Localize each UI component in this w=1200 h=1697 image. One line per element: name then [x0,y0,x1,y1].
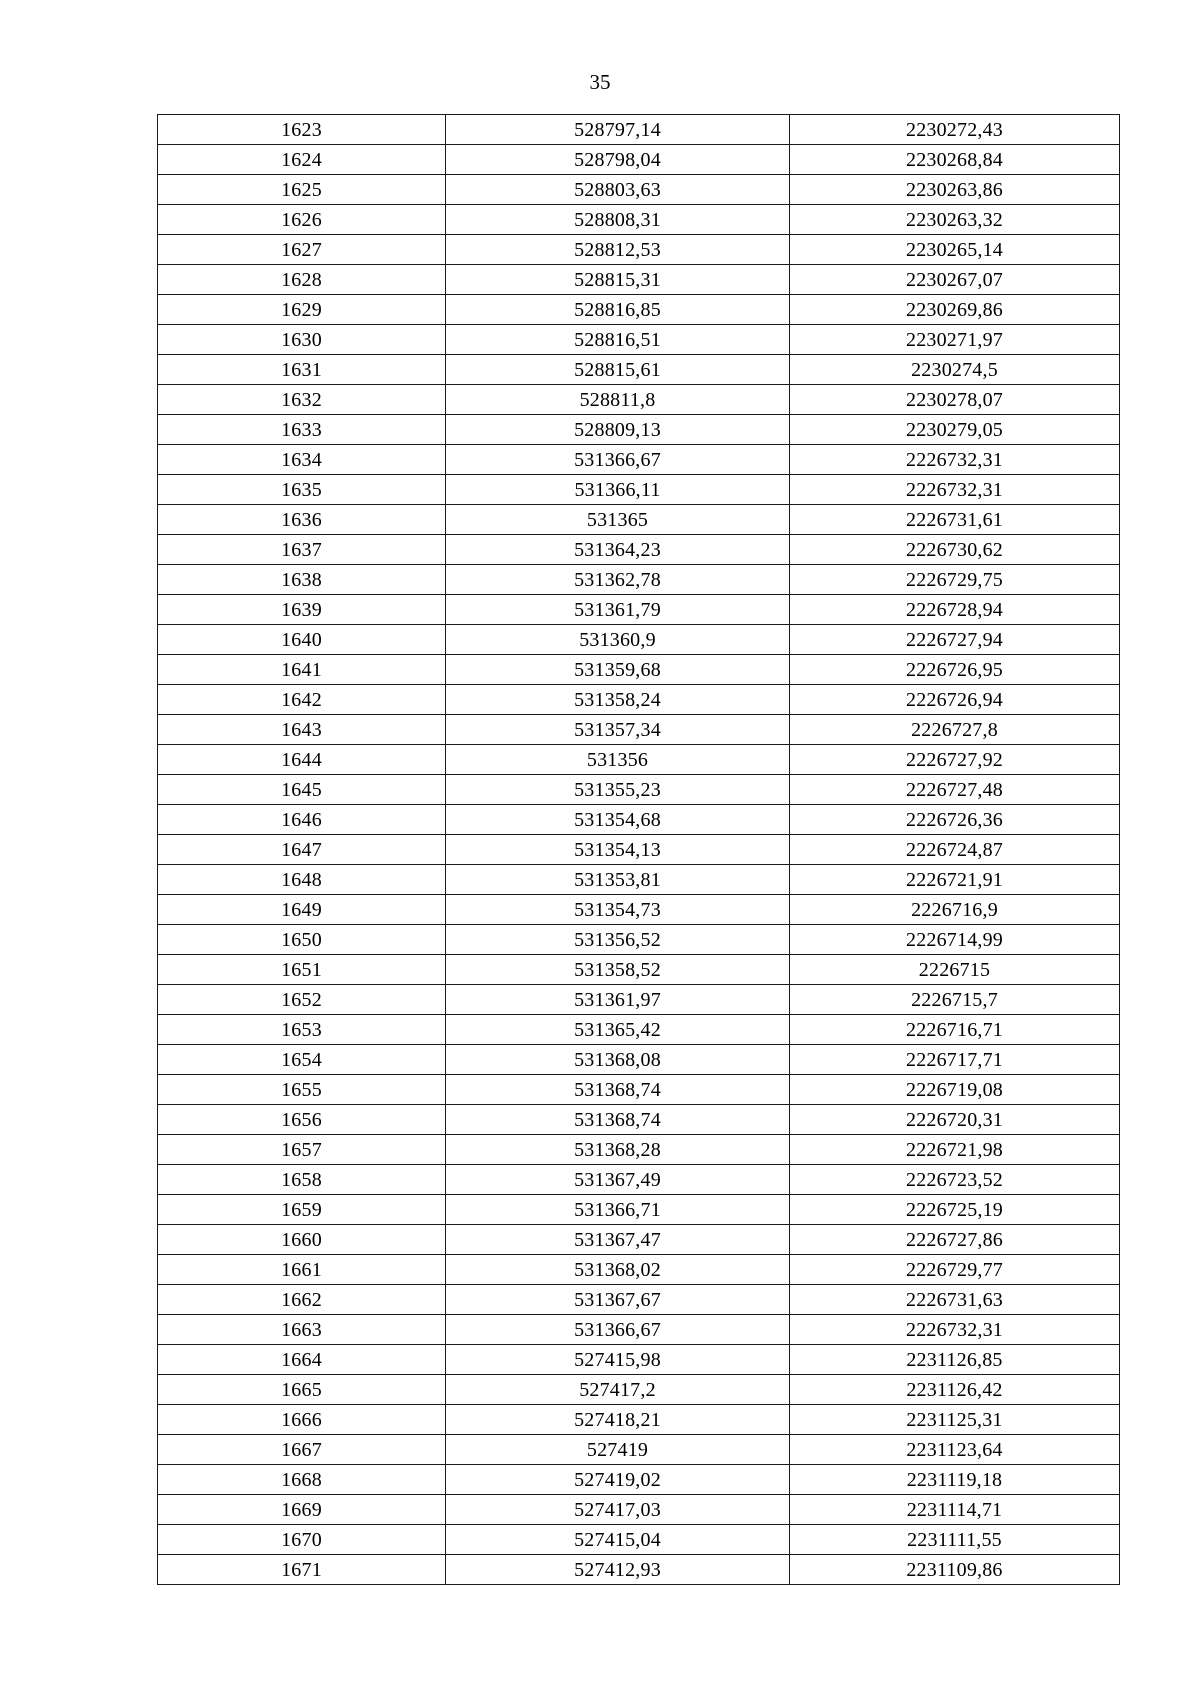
y-coordinate-cell: 2231111,55 [790,1525,1120,1555]
y-coordinate-cell: 2231126,85 [790,1345,1120,1375]
point-number-cell: 1648 [158,865,446,895]
x-coordinate-cell: 531365 [446,505,790,535]
table-row [158,1375,1120,1405]
y-coordinate-cell: 2231125,31 [790,1405,1120,1435]
x-coordinate-cell: 528798,04 [446,145,790,175]
table-row [158,235,1120,265]
x-coordinate-cell: 531366,67 [446,445,790,475]
y-coordinate-cell: 2226721,98 [790,1135,1120,1165]
x-coordinate-cell: 531354,13 [446,835,790,865]
x-coordinate-cell: 527417,2 [446,1375,790,1405]
y-coordinate-cell: 2230263,32 [790,205,1120,235]
point-number-cell: 1671 [158,1555,446,1585]
table-row [158,145,1120,175]
x-coordinate-cell: 531358,52 [446,955,790,985]
table-row [158,1315,1120,1345]
y-coordinate-cell: 2226726,94 [790,685,1120,715]
table-row [158,325,1120,355]
point-number-cell: 1669 [158,1495,446,1525]
x-coordinate-cell: 527419,02 [446,1465,790,1495]
table-row [158,955,1120,985]
y-coordinate-cell: 2231109,86 [790,1555,1120,1585]
y-coordinate-cell: 2226727,86 [790,1225,1120,1255]
point-number-cell: 1644 [158,745,446,775]
y-coordinate-cell: 2230268,84 [790,145,1120,175]
table-row [158,385,1120,415]
x-coordinate-cell: 528811,8 [446,385,790,415]
x-coordinate-cell: 531368,02 [446,1255,790,1285]
table-row [158,565,1120,595]
table-row [158,1225,1120,1255]
y-coordinate-cell: 2226724,87 [790,835,1120,865]
y-coordinate-cell: 2226716,9 [790,895,1120,925]
point-number-cell: 1651 [158,955,446,985]
point-number-cell: 1626 [158,205,446,235]
y-coordinate-cell: 2230279,05 [790,415,1120,445]
table-row [158,865,1120,895]
point-number-cell: 1670 [158,1525,446,1555]
point-number-cell: 1625 [158,175,446,205]
point-number-cell: 1664 [158,1345,446,1375]
point-number-cell: 1663 [158,1315,446,1345]
table-row [158,1255,1120,1285]
point-number-cell: 1641 [158,655,446,685]
y-coordinate-cell: 2226726,95 [790,655,1120,685]
point-number-cell: 1654 [158,1045,446,1075]
table-row [158,805,1120,835]
table-row [158,1045,1120,1075]
x-coordinate-cell: 531366,71 [446,1195,790,1225]
point-number-cell: 1636 [158,505,446,535]
x-coordinate-cell: 531356 [446,745,790,775]
y-coordinate-cell: 2231123,64 [790,1435,1120,1465]
x-coordinate-cell: 527418,21 [446,1405,790,1435]
y-coordinate-cell: 2226715 [790,955,1120,985]
table-row [158,985,1120,1015]
y-coordinate-cell: 2226727,48 [790,775,1120,805]
y-coordinate-cell: 2230272,43 [790,115,1120,145]
point-number-cell: 1667 [158,1435,446,1465]
y-coordinate-cell: 2226727,94 [790,625,1120,655]
point-number-cell: 1623 [158,115,446,145]
x-coordinate-cell: 531354,73 [446,895,790,925]
y-coordinate-cell: 2230263,86 [790,175,1120,205]
table-row [158,1195,1120,1225]
x-coordinate-cell: 527415,98 [446,1345,790,1375]
x-coordinate-cell: 531360,9 [446,625,790,655]
x-coordinate-cell: 531361,97 [446,985,790,1015]
table-row [158,1435,1120,1465]
x-coordinate-cell: 531366,67 [446,1315,790,1345]
y-coordinate-cell: 2226732,31 [790,1315,1120,1345]
y-coordinate-cell: 2226731,63 [790,1285,1120,1315]
x-coordinate-cell: 528815,31 [446,265,790,295]
table-row [158,355,1120,385]
table-row [158,415,1120,445]
x-coordinate-cell: 531367,67 [446,1285,790,1315]
x-coordinate-cell: 528816,85 [446,295,790,325]
y-coordinate-cell: 2231126,42 [790,1375,1120,1405]
y-coordinate-cell: 2226727,92 [790,745,1120,775]
table-row [158,1165,1120,1195]
x-coordinate-cell: 531355,23 [446,775,790,805]
y-coordinate-cell: 2226715,7 [790,985,1120,1015]
point-number-cell: 1656 [158,1105,446,1135]
x-coordinate-cell: 531354,68 [446,805,790,835]
point-number-cell: 1666 [158,1405,446,1435]
table-row [158,175,1120,205]
table-row [158,1345,1120,1375]
point-number-cell: 1624 [158,145,446,175]
y-coordinate-cell: 2226727,8 [790,715,1120,745]
y-coordinate-cell: 2230274,5 [790,355,1120,385]
y-coordinate-cell: 2226720,31 [790,1105,1120,1135]
x-coordinate-cell: 531358,24 [446,685,790,715]
table-row [158,205,1120,235]
point-number-cell: 1634 [158,445,446,475]
point-number-cell: 1658 [158,1165,446,1195]
point-number-cell: 1662 [158,1285,446,1315]
point-number-cell: 1657 [158,1135,446,1165]
point-number-cell: 1640 [158,625,446,655]
point-number-cell: 1629 [158,295,446,325]
point-number-cell: 1638 [158,565,446,595]
table-row [158,1555,1120,1585]
point-number-cell: 1647 [158,835,446,865]
x-coordinate-cell: 527415,04 [446,1525,790,1555]
x-coordinate-cell: 528803,63 [446,175,790,205]
y-coordinate-cell: 2231114,71 [790,1495,1120,1525]
x-coordinate-cell: 531364,23 [446,535,790,565]
table-row [158,715,1120,745]
y-coordinate-cell: 2226723,52 [790,1165,1120,1195]
point-number-cell: 1639 [158,595,446,625]
y-coordinate-cell: 2231119,18 [790,1465,1120,1495]
table-row [158,775,1120,805]
table-row [158,1135,1120,1165]
x-coordinate-cell: 531368,74 [446,1105,790,1135]
x-coordinate-cell: 531357,34 [446,715,790,745]
table-row [158,745,1120,775]
x-coordinate-cell: 528808,31 [446,205,790,235]
table-row [158,505,1120,535]
y-coordinate-cell: 2230278,07 [790,385,1120,415]
point-number-cell: 1628 [158,265,446,295]
table-row [158,1015,1120,1045]
point-number-cell: 1633 [158,415,446,445]
y-coordinate-cell: 2226729,75 [790,565,1120,595]
x-coordinate-cell: 531367,49 [446,1165,790,1195]
point-number-cell: 1653 [158,1015,446,1045]
y-coordinate-cell: 2230269,86 [790,295,1120,325]
x-coordinate-cell: 528809,13 [446,415,790,445]
table-row [158,115,1120,145]
table-row [158,475,1120,505]
x-coordinate-cell: 528816,51 [446,325,790,355]
y-coordinate-cell: 2226732,31 [790,445,1120,475]
y-coordinate-cell: 2226721,91 [790,865,1120,895]
table-row [158,1105,1120,1135]
point-number-cell: 1637 [158,535,446,565]
y-coordinate-cell: 2226719,08 [790,1075,1120,1105]
y-coordinate-cell: 2226726,36 [790,805,1120,835]
y-coordinate-cell: 2226725,19 [790,1195,1120,1225]
y-coordinate-cell: 2226728,94 [790,595,1120,625]
point-number-cell: 1668 [158,1465,446,1495]
point-number-cell: 1650 [158,925,446,955]
x-coordinate-cell: 527412,93 [446,1555,790,1585]
table-row [158,925,1120,955]
point-number-cell: 1646 [158,805,446,835]
point-number-cell: 1630 [158,325,446,355]
point-number-cell: 1627 [158,235,446,265]
point-number-cell: 1652 [158,985,446,1015]
x-coordinate-cell: 531361,79 [446,595,790,625]
point-number-cell: 1645 [158,775,446,805]
point-number-cell: 1635 [158,475,446,505]
x-coordinate-cell: 527419 [446,1435,790,1465]
x-coordinate-cell: 528797,14 [446,115,790,145]
page-number: 35 [589,70,611,94]
x-coordinate-cell: 531367,47 [446,1225,790,1255]
y-coordinate-cell: 2226731,61 [790,505,1120,535]
y-coordinate-cell: 2226714,99 [790,925,1120,955]
table-row [158,655,1120,685]
point-number-cell: 1643 [158,715,446,745]
point-number-cell: 1631 [158,355,446,385]
x-coordinate-cell: 531353,81 [446,865,790,895]
table-row [158,1465,1120,1495]
point-number-cell: 1659 [158,1195,446,1225]
coordinates-table-body [158,115,1120,1585]
x-coordinate-cell: 531359,68 [446,655,790,685]
table-row [158,445,1120,475]
table-row [158,685,1120,715]
y-coordinate-cell: 2230271,97 [790,325,1120,355]
table-row [158,835,1120,865]
y-coordinate-cell: 2226729,77 [790,1255,1120,1285]
table-row [158,1405,1120,1435]
x-coordinate-cell: 531356,52 [446,925,790,955]
y-coordinate-cell: 2226730,62 [790,535,1120,565]
point-number-cell: 1642 [158,685,446,715]
point-number-cell: 1649 [158,895,446,925]
table-row [158,535,1120,565]
table-row [158,625,1120,655]
point-number-cell: 1632 [158,385,446,415]
table-row [158,1285,1120,1315]
table-row [158,295,1120,325]
x-coordinate-cell: 531365,42 [446,1015,790,1045]
x-coordinate-cell: 531368,28 [446,1135,790,1165]
coordinates-table [157,114,1120,1585]
table-row [158,895,1120,925]
x-coordinate-cell: 531366,11 [446,475,790,505]
x-coordinate-cell: 531368,74 [446,1075,790,1105]
table-row [158,1495,1120,1525]
table-row [158,1075,1120,1105]
table-row [158,265,1120,295]
point-number-cell: 1665 [158,1375,446,1405]
y-coordinate-cell: 2226732,31 [790,475,1120,505]
x-coordinate-cell: 527417,03 [446,1495,790,1525]
y-coordinate-cell: 2230265,14 [790,235,1120,265]
point-number-cell: 1655 [158,1075,446,1105]
table-row [158,595,1120,625]
y-coordinate-cell: 2226716,71 [790,1015,1120,1045]
x-coordinate-cell: 528812,53 [446,235,790,265]
x-coordinate-cell: 531368,08 [446,1045,790,1075]
table-row [158,1525,1120,1555]
y-coordinate-cell: 2226717,71 [790,1045,1120,1075]
x-coordinate-cell: 528815,61 [446,355,790,385]
x-coordinate-cell: 531362,78 [446,565,790,595]
y-coordinate-cell: 2230267,07 [790,265,1120,295]
point-number-cell: 1660 [158,1225,446,1255]
point-number-cell: 1661 [158,1255,446,1285]
